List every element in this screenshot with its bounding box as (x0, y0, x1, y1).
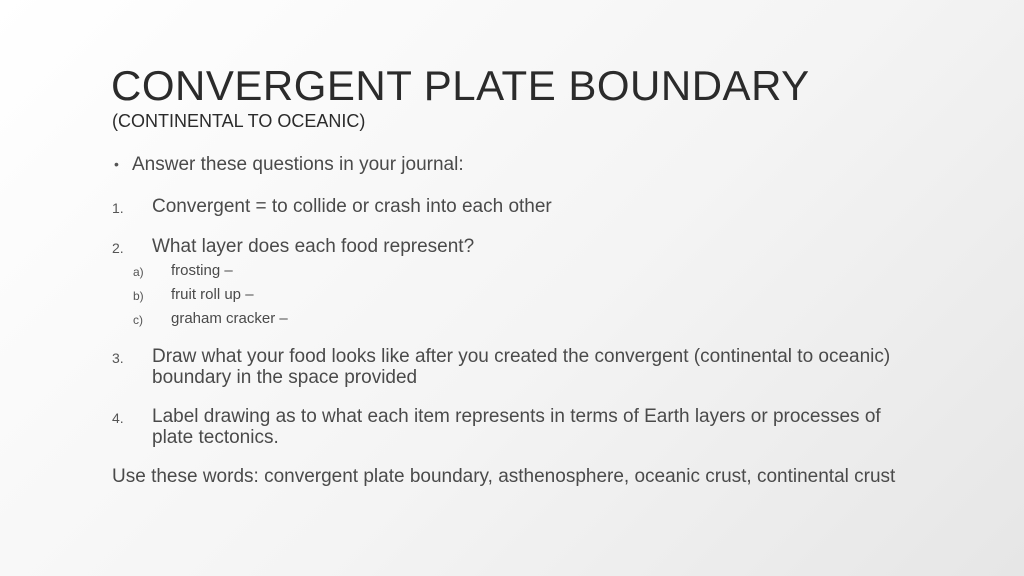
closing-text: Use these words: convergent plate boundary, asthenosphere, oceanic crust, continental crust (112, 466, 896, 487)
sub-item-text: graham cracker – (171, 310, 288, 327)
intro-bullet-item (112, 154, 912, 175)
slide-content (112, 154, 912, 487)
intro-text: Answer these questions in your journal: (132, 154, 464, 175)
list-item-4 (112, 406, 912, 448)
sub-item-label: b) (133, 289, 144, 303)
list-number: 1. (112, 200, 124, 216)
list-item-1 (112, 196, 912, 217)
sub-item-a (112, 261, 912, 281)
sub-item-label: a) (133, 265, 144, 279)
sub-item-text: frosting – (171, 262, 233, 279)
sub-item-b (112, 285, 912, 305)
bullet-dot-icon: • (114, 156, 119, 172)
slide-title: CONVERGENT PLATE BOUNDARY (111, 62, 810, 109)
list-item-text: Draw what your food looks like after you created the convergent (continental to oceanic) boundary in the space provided (152, 346, 891, 388)
list-number: 4. (112, 410, 124, 426)
list-item-text: Convergent = to collide or crash into each other (152, 196, 552, 217)
list-number: 2. (112, 240, 124, 256)
sub-item-c (112, 309, 912, 329)
list-item-text: What layer does each food represent? (152, 236, 475, 257)
list-item-text: Label drawing as to what each item represents in terms of Earth layers or processes of plate tectonics. (152, 406, 881, 448)
list-item-2 (112, 236, 912, 257)
slide-subtitle: (CONTINENTAL TO OCEANIC) (112, 111, 366, 131)
list-number: 3. (112, 350, 124, 366)
list-item-3 (112, 346, 912, 388)
sub-item-label: c) (133, 313, 143, 327)
sub-item-text: fruit roll up – (171, 286, 254, 303)
